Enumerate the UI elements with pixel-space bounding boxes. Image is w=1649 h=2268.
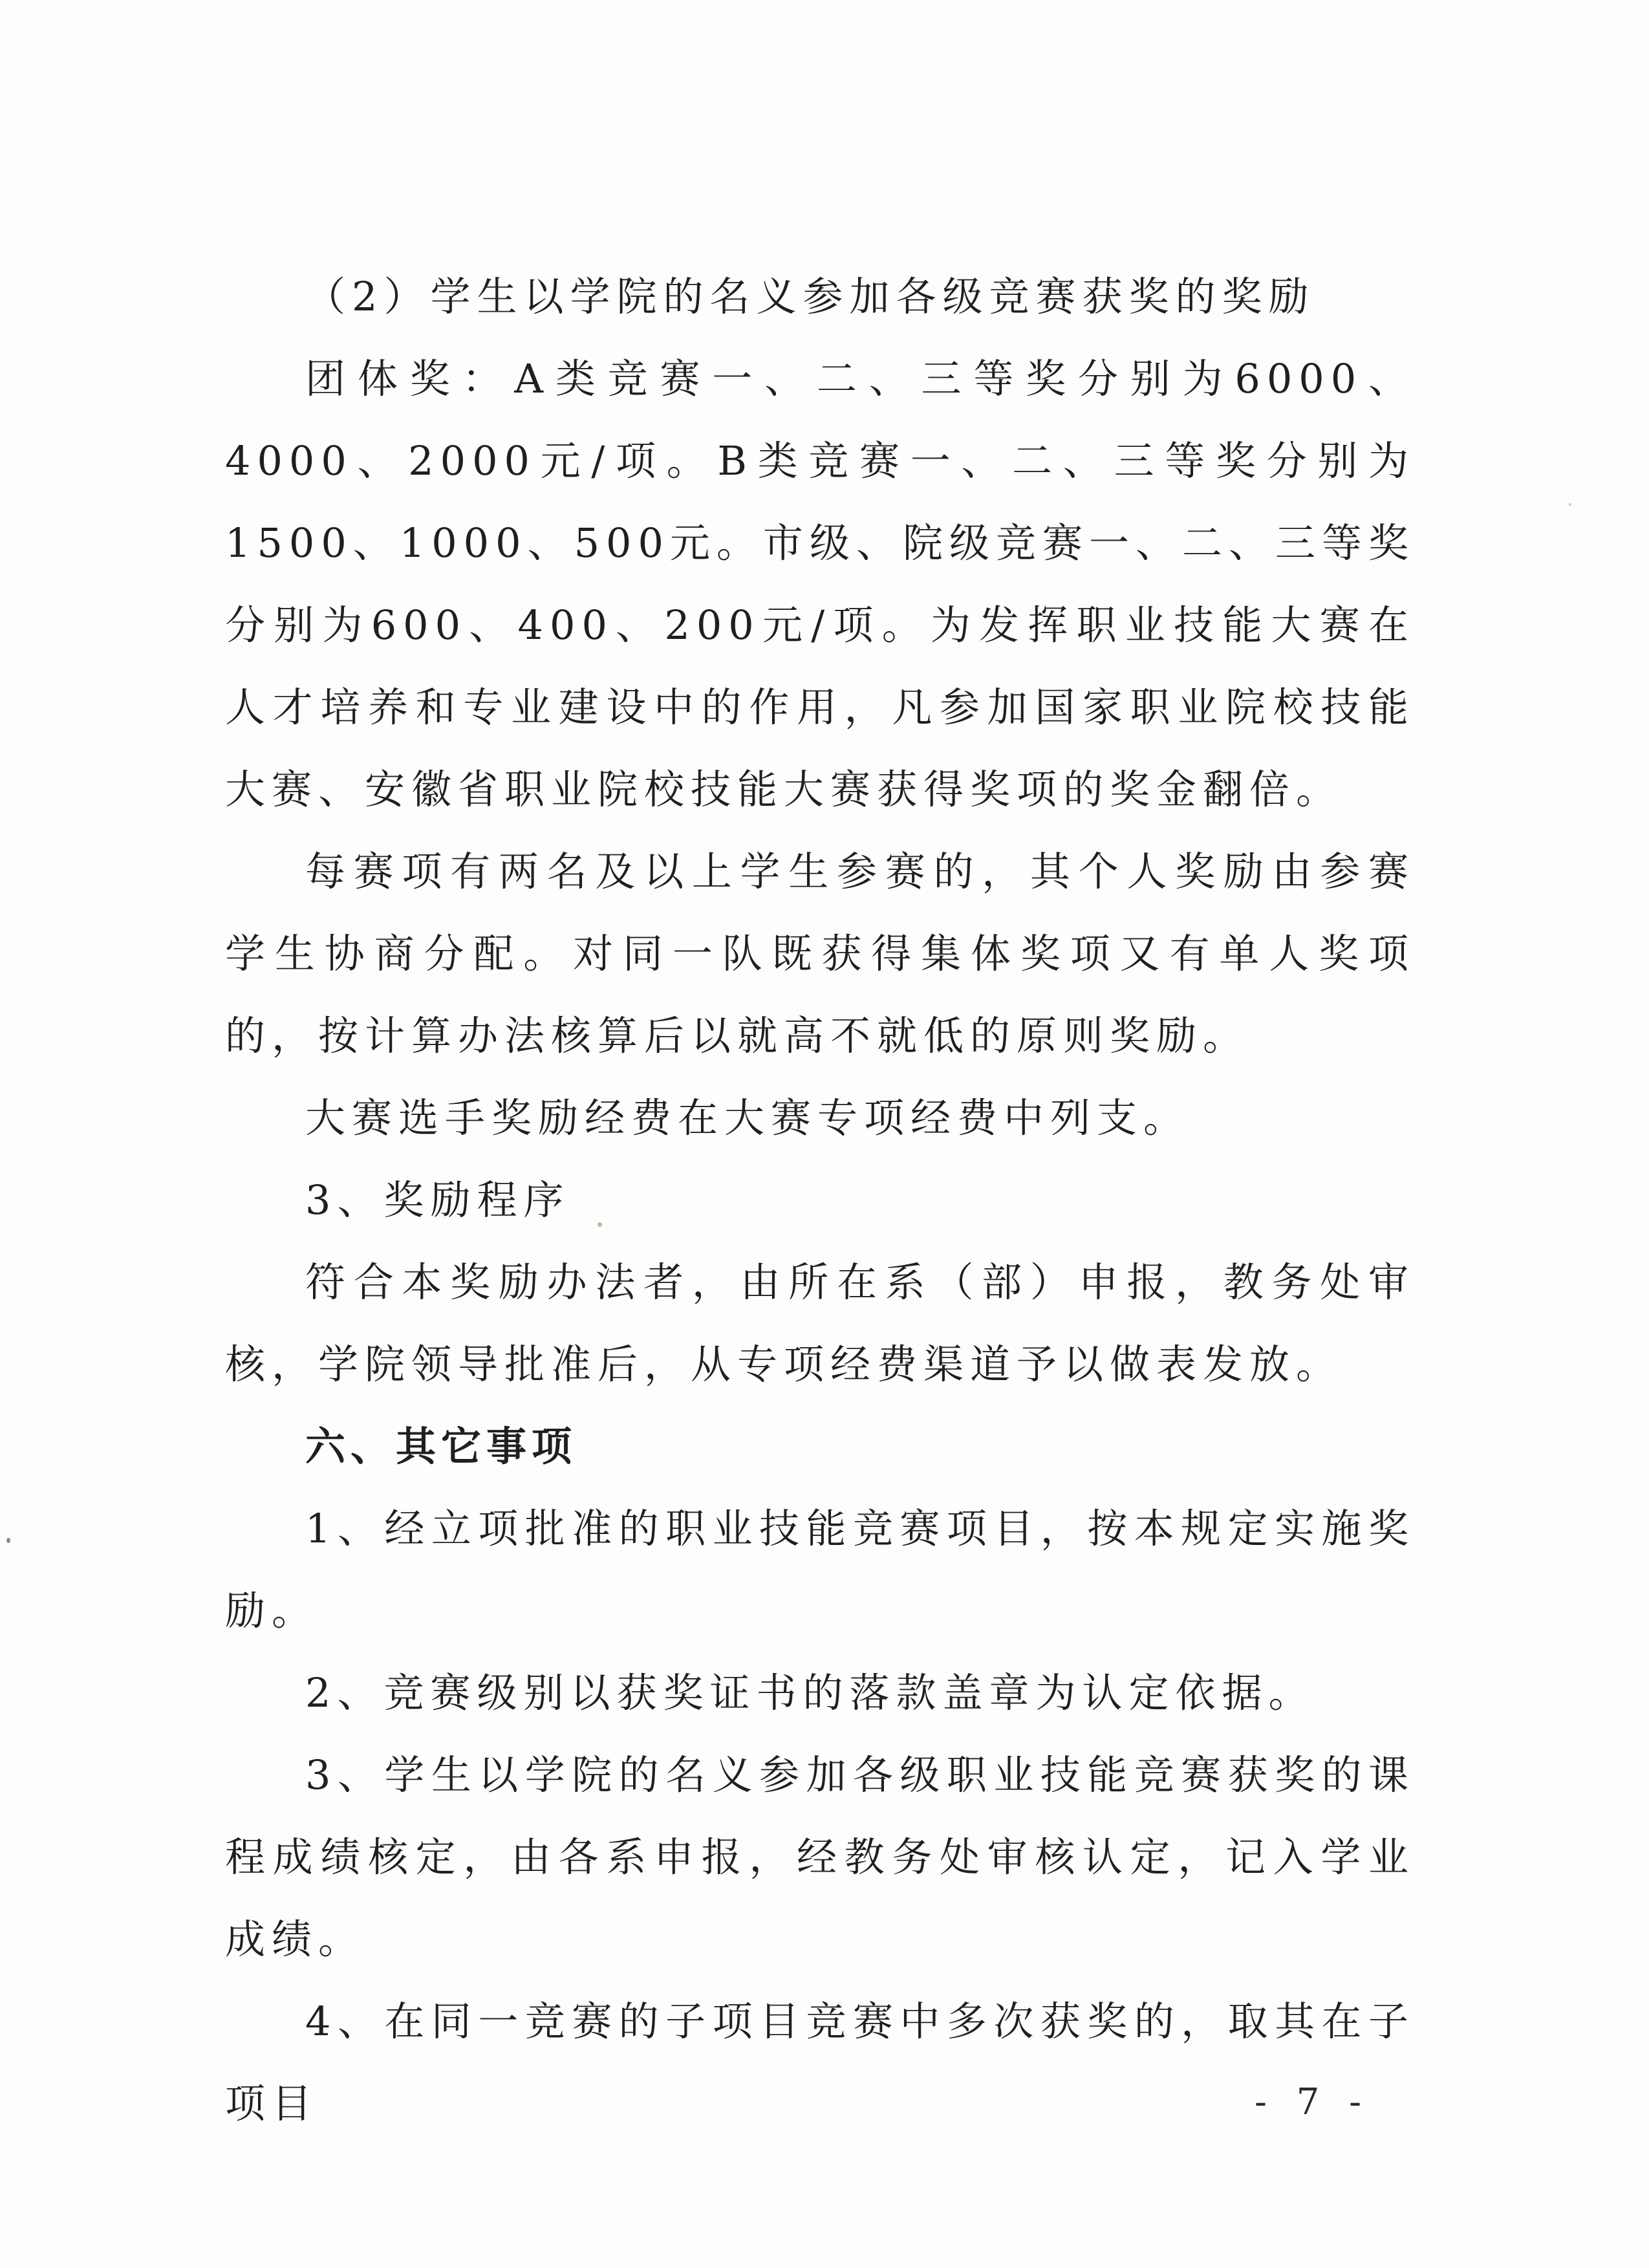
paragraph-award-funding: 大赛选手奖励经费在大赛专项经费中列支。: [305, 1094, 1191, 1141]
paragraph-award-distribution: 每赛项有两名及以上学生参赛的，其个人奖励由参赛学生协商分配。对同一队既获得集体奖项又有单人奖项的，按计算办法核算后以就高不就低的原则奖励。: [225, 848, 1415, 1059]
scan-speck: [1569, 503, 1571, 506]
paragraph-team-awards: 团体奖：A类竞赛一、二、三等奖分别为6000、4000、2000元/项。B类竞赛一、二、三等奖分别为1500、1000、500元。市级、院级竞赛一、二、三等奖分别为600、400、200元/项。为发挥职业技能大赛在人才培养和专业建设中的作用，凡参加国家职业院校技能大赛、安徽省职业院校技能大赛获得奖项的奖金翻倍。: [225, 355, 1415, 813]
paragraph-other-item-4: 4、在同一竞赛的子项目竞赛中多次获奖的，取其在子项目: [225, 1998, 1415, 2127]
scan-speck: [6, 1538, 10, 1543]
document-body: [225, 255, 1415, 2144]
paragraph-other-item-1: 1、经立项批准的职业技能竞赛项目，按本规定实施奖励。: [225, 1505, 1415, 1634]
paragraph-other-item-3: 3、学生以学院的名义参加各级职业技能竞赛获奖的课程成绩核定，由各系申报，经教务处审核认定，记入学业成绩。: [225, 1751, 1415, 1963]
paragraph-award-procedure: 符合本奖励办法者，由所在系（部）申报，教务处审核，学院领导批准后，从专项经费渠道予以做表发放。: [225, 1258, 1415, 1388]
scan-speck: [598, 1222, 602, 1227]
paragraph-student-awards-title: （2）学生以学院的名义参加各级竞赛获奖的奖励: [305, 273, 1315, 320]
section-heading-other-matters: 六、其它事项: [305, 1423, 577, 1470]
page-number: - 7 -: [1255, 2081, 1371, 2123]
paragraph-award-procedure-title: 3、奖励程序: [305, 1176, 570, 1224]
paragraph-other-item-2: 2、竞赛级别以获奖证书的落款盖章为认定依据。: [305, 1669, 1315, 1716]
